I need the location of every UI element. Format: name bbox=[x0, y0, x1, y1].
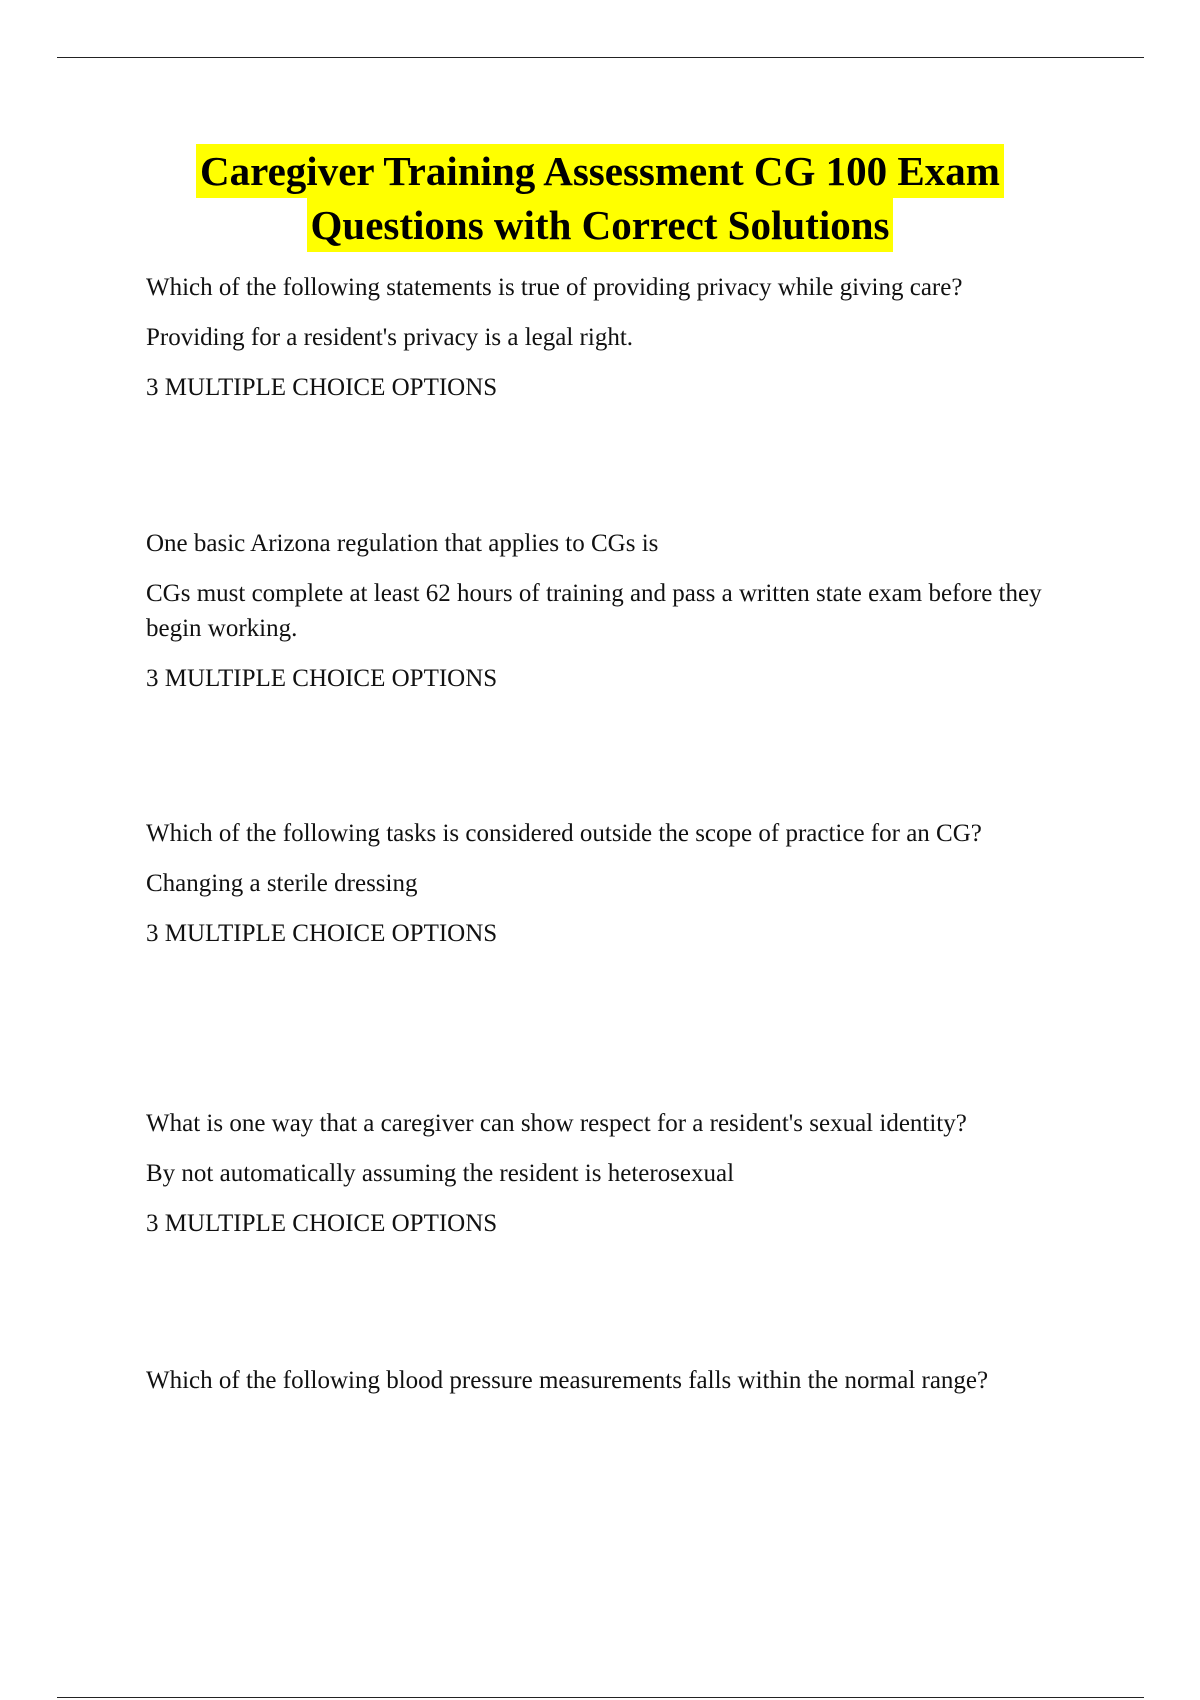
header-rule bbox=[57, 57, 1144, 58]
options-note: 3 MULTIPLE CHOICE OPTIONS bbox=[146, 1210, 498, 1237]
answer-text: By not automatically assuming the resident is heterosexual bbox=[146, 1160, 735, 1187]
answer-text: Providing for a resident's privacy is a legal right. bbox=[146, 324, 634, 351]
question-text: Which of the following statements is true of providing privacy while giving care? bbox=[146, 274, 963, 301]
options-note: 3 MULTIPLE CHOICE OPTIONS bbox=[146, 374, 498, 401]
question-block-2 bbox=[146, 526, 1086, 711]
question-text: One basic Arizona regulation that applies to CGs is bbox=[146, 530, 659, 557]
question-block-4 bbox=[146, 1106, 1086, 1256]
question-block-5 bbox=[146, 1363, 1086, 1413]
question-block-1 bbox=[146, 270, 1086, 420]
options-note: 3 MULTIPLE CHOICE OPTIONS bbox=[146, 665, 498, 692]
answer-text: Changing a sterile dressing bbox=[146, 870, 418, 897]
question-text: Which of the following blood pressure measurements falls within the normal range? bbox=[146, 1367, 989, 1394]
document-title bbox=[80, 144, 1120, 252]
footer-rule bbox=[57, 1697, 1144, 1698]
options-note: 3 MULTIPLE CHOICE OPTIONS bbox=[146, 920, 498, 947]
answer-text: CGs must complete at least 62 hours of training and pass a written state exam before they begin working. bbox=[146, 580, 1042, 642]
question-text: Which of the following tasks is considered outside the scope of practice for an CG? bbox=[146, 820, 982, 847]
title-line-2: Questions with Correct Solutions bbox=[307, 198, 894, 252]
title-line-1: Caregiver Training Assessment CG 100 Exam bbox=[196, 144, 1004, 198]
question-text: What is one way that a caregiver can show respect for a resident's sexual identity? bbox=[146, 1110, 967, 1137]
question-block-3 bbox=[146, 816, 1086, 966]
